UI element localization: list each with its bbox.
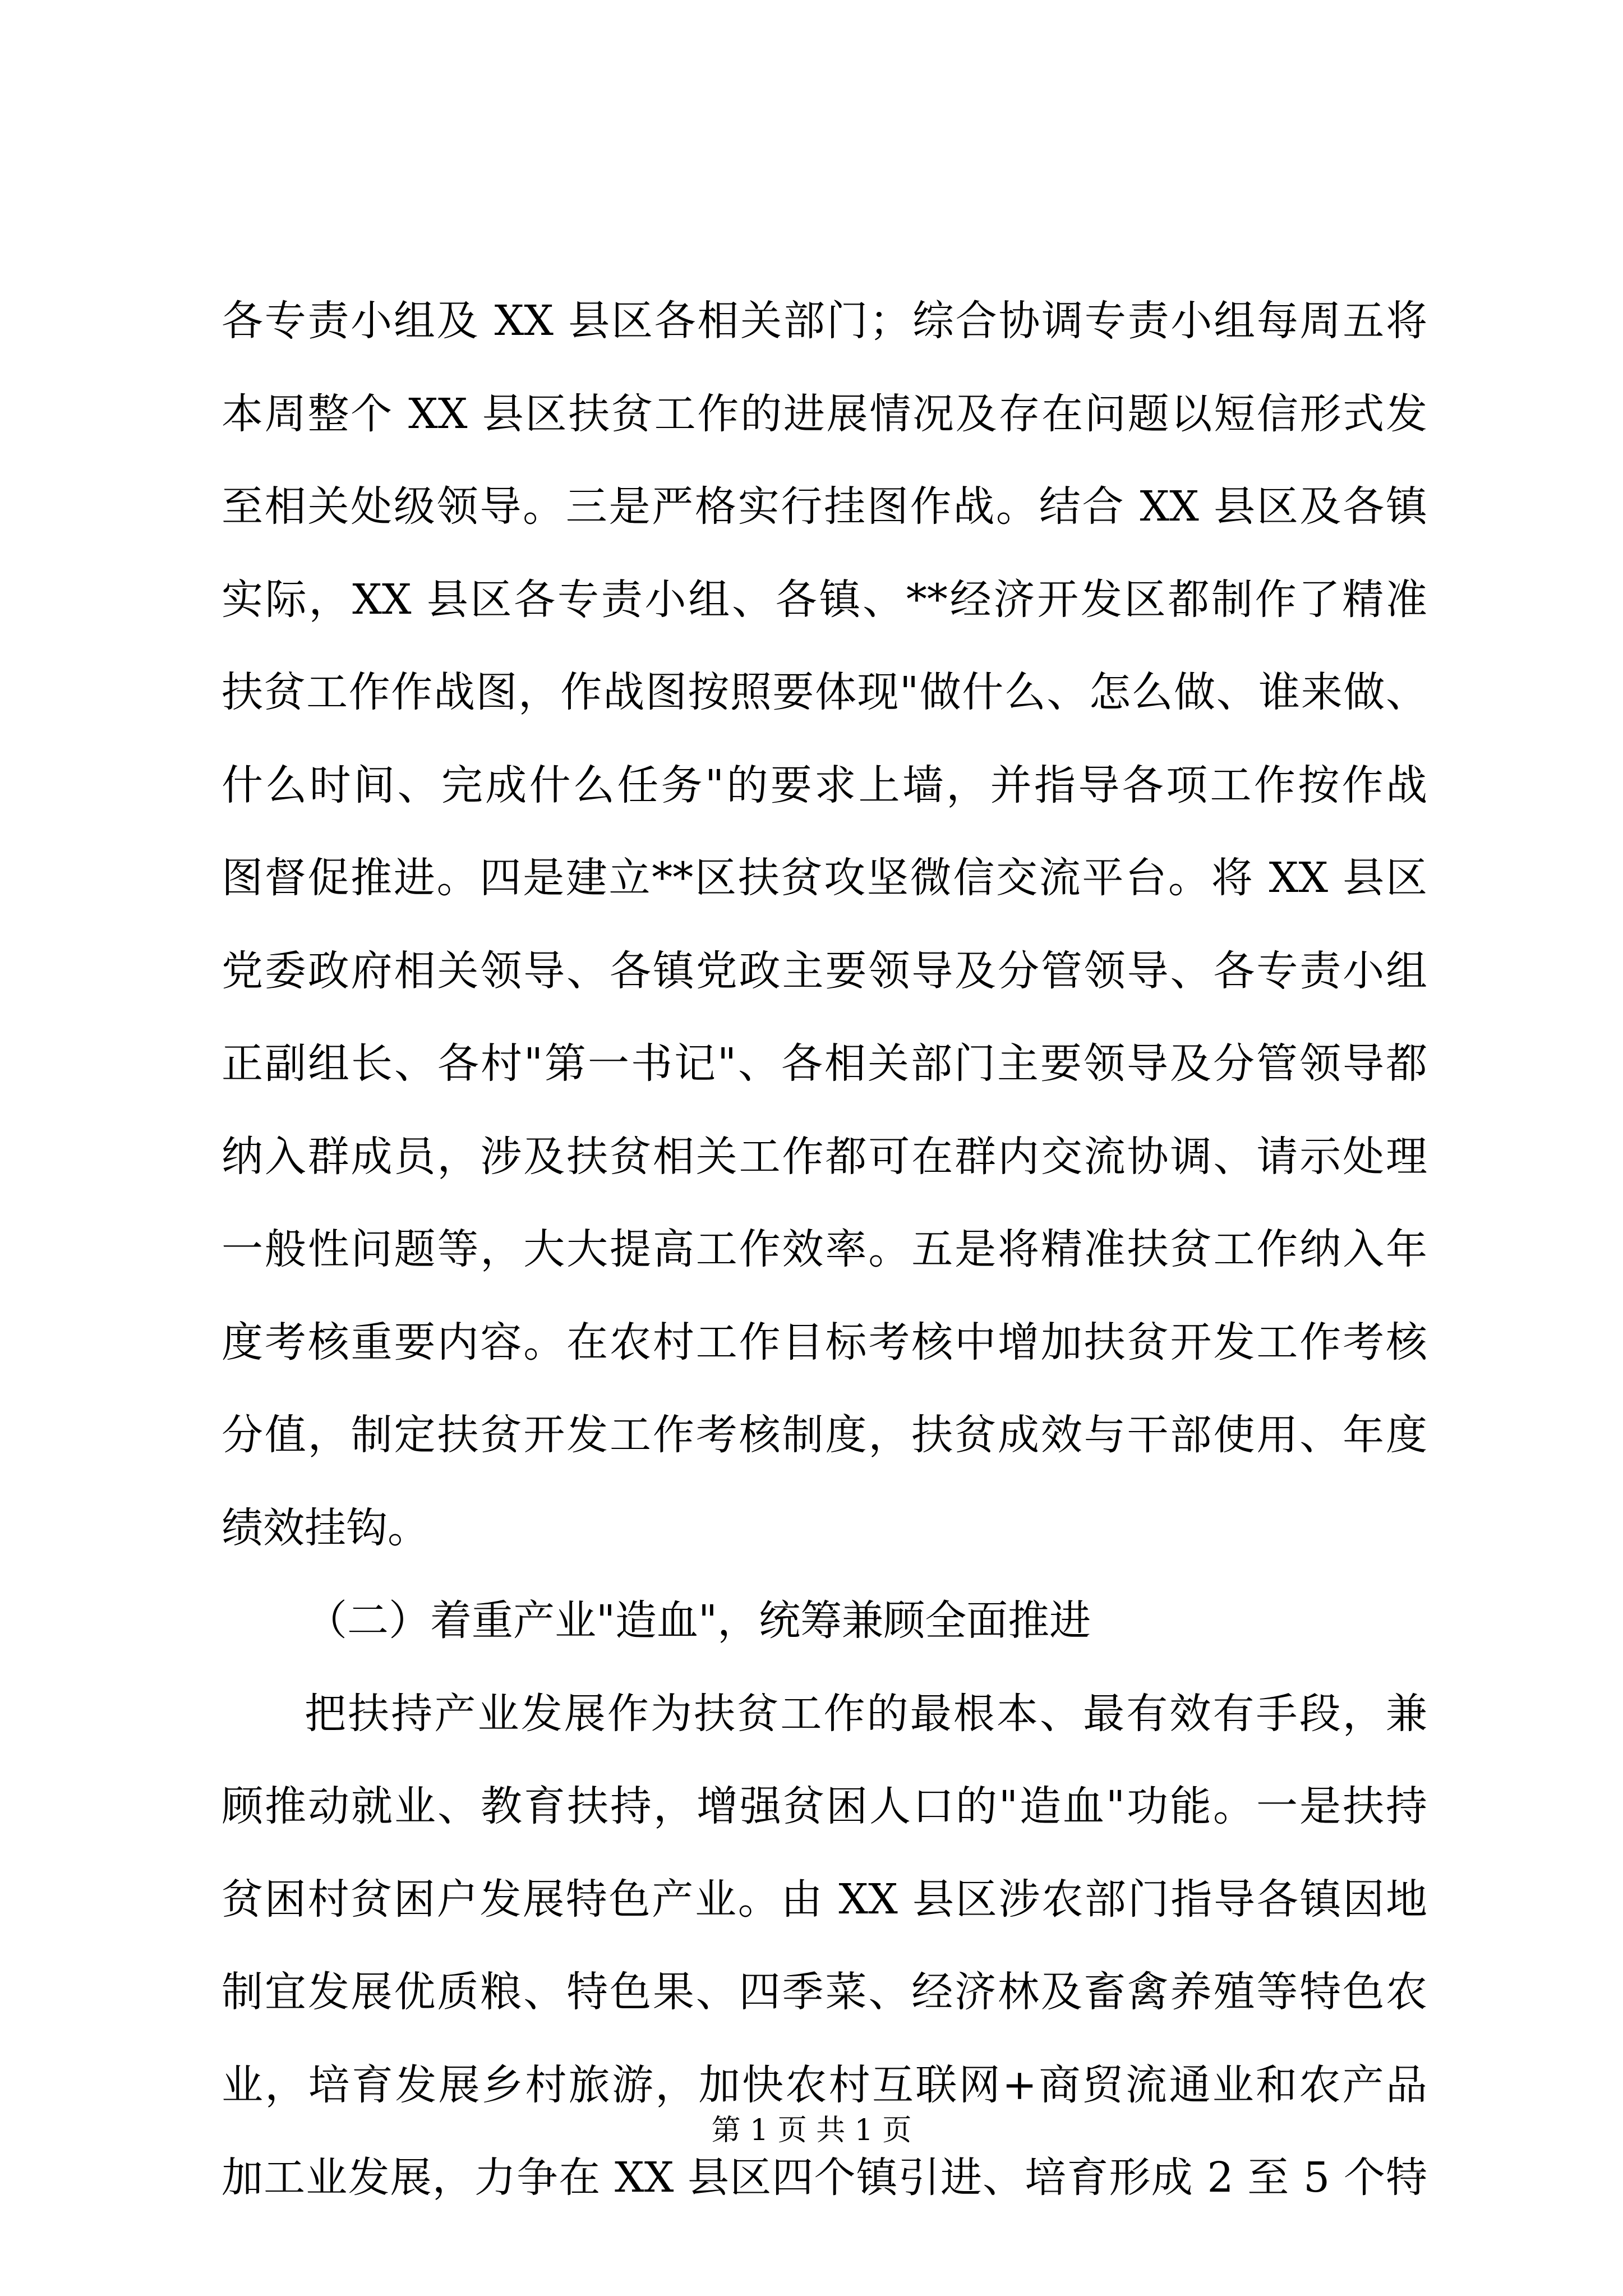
text-line: 贫困村贫困户发展特色产业。由 XX 县区涉农部门指导各镇因地 (222, 1875, 1427, 1924)
section-heading: （二）着重产业"造血"，统筹兼顾全面推进 (306, 1596, 1091, 1645)
text-line: 什么时间、完成什么任务"的要求上墙，并指导各项工作按作战 (222, 761, 1427, 809)
text-line: 分值，制定扶贫开发工作考核制度，扶贫成效与干部使用、年度 (222, 1411, 1427, 1459)
text-line: 把扶持产业发展作为扶贫工作的最根本、最有效有手段，兼 (305, 1689, 1427, 1738)
text-line: 扶贫工作作战图，作战图按照要体现"做什么、怎么做、谁来做、 (222, 668, 1427, 716)
text-line: 加工业发展，力争在 XX 县区四个镇引进、培育形成 2 至 5 个特 (222, 2154, 1427, 2202)
text-line: 正副组长、各村"第一书记"、各相关部门主要领导及分管领导都 (222, 1039, 1427, 1088)
text-line: 各专责小组及 XX 县区各相关部门；综合协调专责小组每周五将 (222, 297, 1427, 345)
text-line: 党委政府相关领导、各镇党政主要领导及分管领导、各专责小组 (222, 946, 1427, 995)
text-line: 制宜发展优质粮、特色果、四季菜、经济林及畜禽养殖等特色农 (222, 1968, 1427, 2016)
text-line: 一般性问题等，大大提高工作效率。五是将精准扶贫工作纳入年 (222, 1225, 1427, 1273)
text-line: 度考核重要内容。在农村工作目标考核中增加扶贫开发工作考核 (222, 1318, 1427, 1366)
text-line: 至相关处级领导。三是严格实行挂图作战。结合 XX 县区及各镇 (222, 482, 1427, 531)
text-line: 图督促推进。四是建立**区扶贫攻坚微信交流平台。将 XX 县区 (222, 854, 1427, 902)
text-line: 纳入群成员，涉及扶贫相关工作都可在群内交流协调、请示处理 (222, 1132, 1427, 1181)
text-line: 实际，XX 县区各专责小组、各镇、**经济开发区都制作了精准 (222, 575, 1427, 624)
body-text (222, 275, 1427, 2225)
text-line: 本周整个 XX 县区扶贫工作的进展情况及存在问题以短信形式发 (222, 389, 1427, 438)
page-footer: 第 1 页 共 1 页 (711, 2114, 912, 2147)
text-line: 业，培育发展乡村旅游，加快农村互联网+商贸流通业和农产品 (222, 2060, 1427, 2109)
text-line: 顾推动就业、教育扶持，增强贫困人口的"造血"功能。一是扶持 (222, 1782, 1427, 1830)
text-line: 绩效挂钩。 (222, 1503, 429, 1552)
